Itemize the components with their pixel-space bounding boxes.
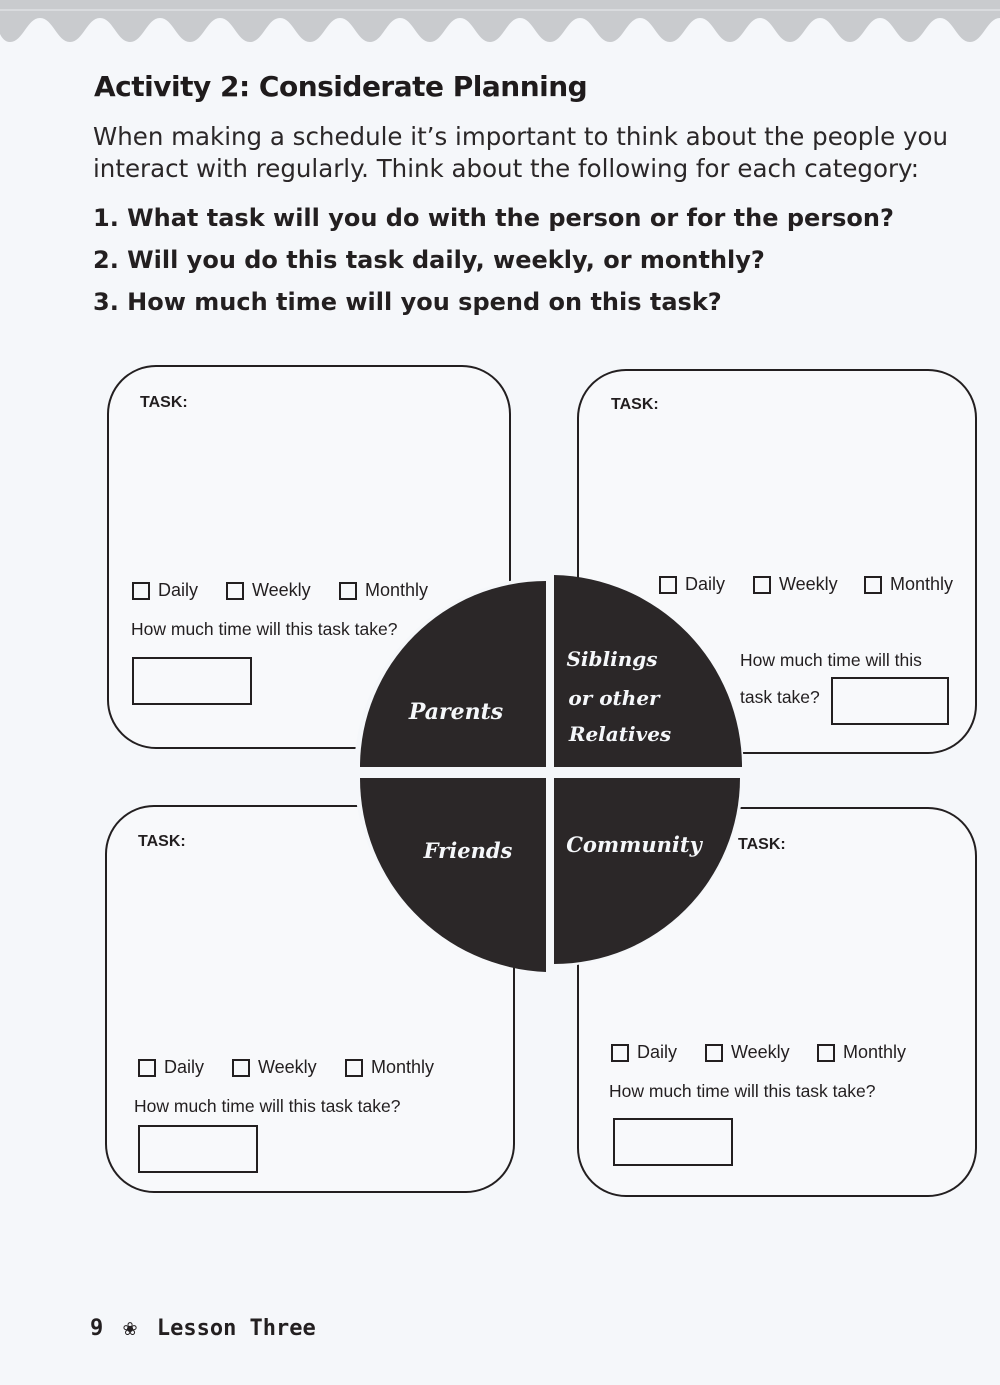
monthly-label: Monthly (843, 1042, 907, 1062)
time-question-siblings-line1: How much time will this (740, 650, 922, 670)
daily-checkbox[interactable] (138, 1059, 156, 1077)
weekly-checkbox[interactable] (705, 1044, 723, 1062)
time-question-siblings-line2: task take? (740, 687, 820, 707)
category-siblings-line2: or other (568, 686, 660, 710)
daily-checkbox[interactable] (132, 582, 150, 600)
daily-option-parents[interactable] (132, 580, 198, 601)
daily-option-friends[interactable] (138, 1057, 204, 1078)
activity-title: Activity 2: Considerate Planning (94, 70, 588, 103)
weekly-checkbox[interactable] (753, 576, 771, 594)
weekly-option-community[interactable] (705, 1042, 790, 1063)
daily-label: Daily (164, 1057, 205, 1077)
monthly-checkbox[interactable] (345, 1059, 363, 1077)
weekly-option-friends[interactable] (232, 1057, 317, 1078)
daily-option-community[interactable] (611, 1042, 677, 1063)
time-question-community: How much time will this task take? (609, 1081, 876, 1101)
task-label-community: TASK: (738, 836, 786, 853)
monthly-label: Monthly (890, 574, 954, 594)
time-answer-box-siblings[interactable] (831, 677, 949, 725)
daily-checkbox[interactable] (611, 1044, 629, 1062)
category-community: Community (566, 832, 702, 857)
category-friends: Friends (423, 838, 513, 863)
activity-intro: When making a schedule it’s important to think about the people you interact with regularly. Think about the following for each category: (93, 122, 948, 183)
weekly-option-siblings[interactable] (753, 574, 838, 595)
time-answer-box-parents[interactable] (132, 657, 252, 705)
monthly-label: Monthly (365, 580, 429, 600)
monthly-option-parents[interactable] (339, 580, 428, 601)
weekly-label: Weekly (258, 1057, 317, 1077)
question-duration: 3. How much time will you spend on this task? (93, 288, 722, 316)
time-question-friends: How much time will this task take? (134, 1096, 401, 1116)
time-question-parents: How much time will this task take? (131, 619, 398, 639)
time-answer-box-community[interactable] (613, 1118, 733, 1166)
time-answer-box-friends[interactable] (138, 1125, 258, 1173)
monthly-checkbox[interactable] (817, 1044, 835, 1062)
daily-option-siblings[interactable] (659, 574, 725, 595)
flower-icon: ❀ (122, 1319, 138, 1340)
question-frequency: 2. Will you do this task daily, weekly, or monthly? (93, 246, 765, 274)
monthly-checkbox[interactable] (339, 582, 357, 600)
lesson-label: Lesson Three (156, 1316, 316, 1341)
task-label-friends: TASK: (138, 833, 186, 850)
task-label-parents: TASK: (140, 394, 188, 411)
weekly-checkbox[interactable] (226, 582, 244, 600)
monthly-checkbox[interactable] (864, 576, 882, 594)
daily-label: Daily (685, 574, 726, 594)
daily-label: Daily (637, 1042, 678, 1062)
monthly-option-community[interactable] (817, 1042, 906, 1063)
category-siblings-line3: Relatives (568, 722, 672, 746)
weekly-option-parents[interactable] (226, 580, 311, 601)
monthly-option-siblings[interactable] (864, 574, 953, 595)
monthly-option-friends[interactable] (345, 1057, 434, 1078)
weekly-label: Weekly (779, 574, 838, 594)
category-parents: Parents (408, 699, 504, 725)
category-siblings-line1: Siblings (566, 647, 658, 671)
task-label-siblings: TASK: (611, 396, 659, 413)
monthly-label: Monthly (371, 1057, 435, 1077)
question-task: 1. What task will you do with the person or for the person? (93, 204, 894, 232)
page-number: 9 (90, 1316, 104, 1341)
weekly-checkbox[interactable] (232, 1059, 250, 1077)
weekly-label: Weekly (731, 1042, 790, 1062)
daily-label: Daily (158, 580, 199, 600)
page-footer (90, 1316, 316, 1341)
daily-checkbox[interactable] (659, 576, 677, 594)
weekly-label: Weekly (252, 580, 311, 600)
